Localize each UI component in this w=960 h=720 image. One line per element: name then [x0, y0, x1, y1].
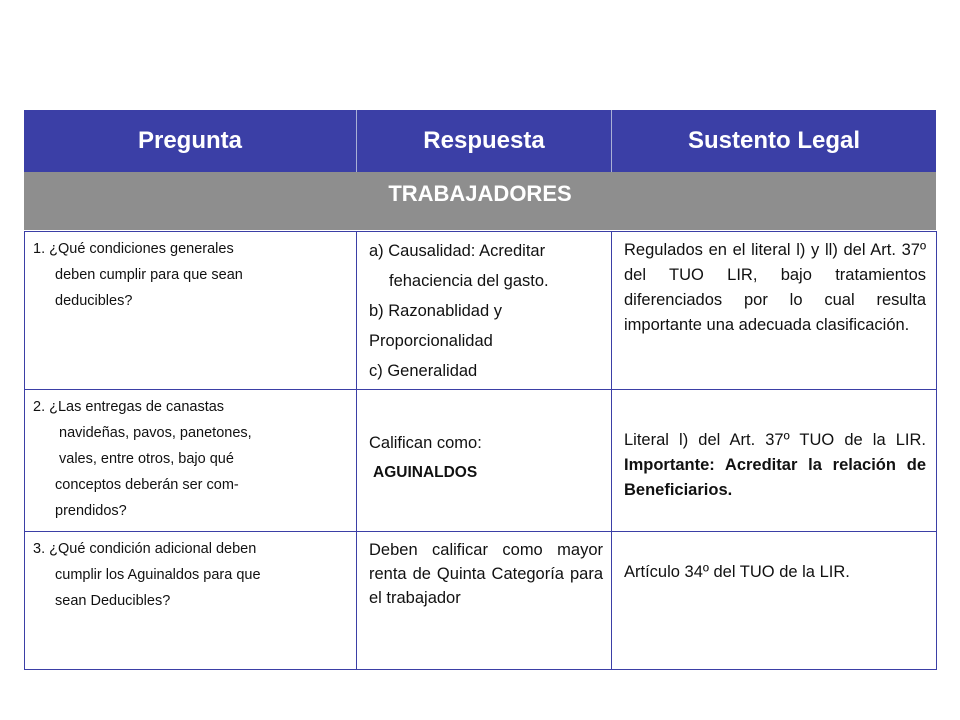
- table-row: [25, 390, 937, 532]
- question-line: 1. ¿Qué condiciones generales: [33, 241, 234, 257]
- answer-line: fehaciencia del gasto.: [389, 272, 549, 290]
- question-line: deducibles?: [55, 293, 133, 309]
- header-pregunta: Pregunta: [137, 127, 242, 154]
- question-line: 2. ¿Las entregas de canastas: [33, 399, 225, 415]
- question-line: 3. ¿Qué condición adicional deben: [33, 541, 257, 557]
- header-sustento-legal: Sustento Legal: [611, 110, 936, 172]
- legal-cell: [612, 390, 937, 532]
- table-header-row: [24, 110, 936, 172]
- answer-line: Proporcionalidad: [369, 332, 493, 350]
- question-line: deben cumplir para que sean: [55, 267, 243, 283]
- question-line: cumplir los Aguinaldos para que: [55, 567, 261, 583]
- table-row: [25, 232, 937, 390]
- question-line: navideñas, pavos, panetones,: [59, 425, 252, 441]
- table-row: [25, 532, 937, 670]
- question-cell: [25, 532, 357, 670]
- answer-line: a) Causalidad: Acreditar: [369, 242, 546, 260]
- legal-cell: Artículo 34º del TUO de la LIR.: [612, 532, 937, 670]
- question-cell: [25, 232, 357, 390]
- question-cell: [25, 390, 357, 532]
- question-line: conceptos deberán ser com-: [55, 477, 239, 493]
- section-row-trabajadores: [24, 172, 936, 230]
- legal-text: Literal l) del Art. 37º TUO de la LIR.: [624, 431, 926, 449]
- answer-cell: Deben calificar como mayor renta de Quinta Categoría para el trabajador: [357, 532, 612, 670]
- question-line: sean Deducibles?: [55, 593, 171, 609]
- answer-line: b) Razonablidad y: [369, 302, 502, 320]
- answer-cell: [357, 390, 612, 532]
- answer-cell: [357, 232, 612, 390]
- question-line: vales, entre otros, bajo qué: [59, 451, 234, 467]
- header-respuesta: Respuesta: [356, 110, 611, 172]
- question-line: prendidos?: [55, 503, 127, 519]
- legal-cell: Regulados en el literal l) y ll) del Art. 37º del TUO LIR, bajo tratamientos diferenciados por lo cual resulta importante una adecuada clasificación.: [612, 232, 937, 390]
- qa-table: [24, 231, 937, 670]
- answer-line: Califican como:: [369, 434, 482, 452]
- answer-line: c) Generalidad: [369, 362, 478, 380]
- legal-important-text: Importante: Acreditar la relación de Beneficiarios.: [624, 456, 926, 499]
- answer-highlight: AGUINALDOS: [373, 464, 478, 481]
- section-title: TRABAJADORES: [388, 181, 572, 206]
